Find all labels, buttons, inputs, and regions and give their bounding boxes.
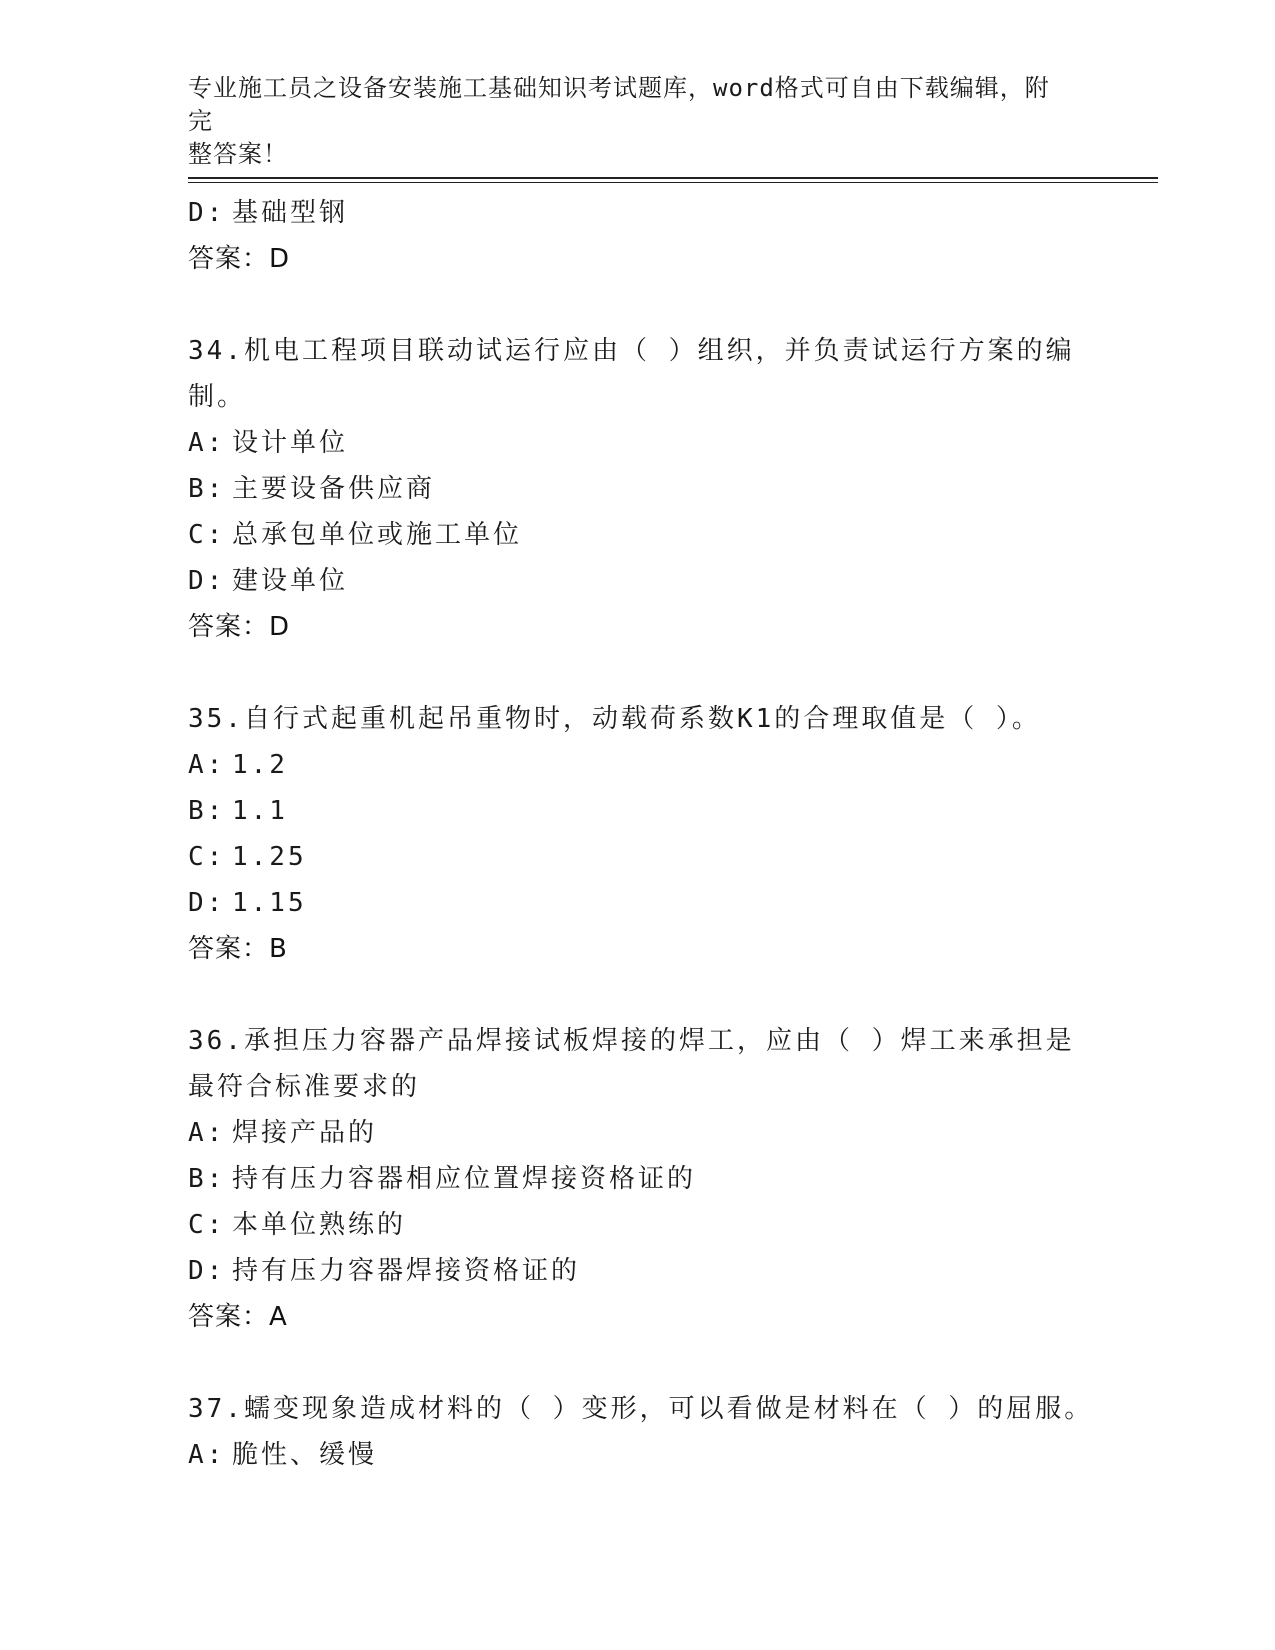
question-stem: 34.机电工程项目联动试运行应由（ ）组织，并负责试运行方案的编 (188, 336, 1075, 366)
option-d (188, 190, 1088, 236)
option-text: 1.1 (232, 796, 288, 826)
option-a (188, 420, 1088, 466)
question-stem: 37.蠕变现象造成材料的（ ）变形，可以看做是材料在（ ）的屈服。 (188, 1394, 1094, 1424)
option-c (188, 834, 1088, 880)
option-text: 焊接产品的 (232, 1118, 378, 1148)
option-letter: A: (188, 1118, 226, 1148)
option-letter: D: (188, 1256, 226, 1286)
question-block-35 (188, 696, 1088, 972)
question-stem-continued: 制。 (188, 382, 247, 412)
header-line-2: 整答案！ (188, 140, 288, 168)
option-d (188, 558, 1088, 604)
option-text: 建设单位 (232, 566, 349, 596)
question-block-37 (188, 1386, 1094, 1478)
option-letter: C: (188, 842, 226, 872)
option-text: 主要设备供应商 (232, 474, 436, 504)
option-b (188, 466, 1088, 512)
question-stem: 36.承担压力容器产品焊接试板焊接的焊工，应由（ ）焊工来承担是 (188, 1026, 1075, 1056)
option-letter: D: (188, 888, 226, 918)
answer-line: 答案：D (188, 612, 291, 642)
option-b (188, 788, 1088, 834)
question-stem-continued: 最符合标准要求的 (188, 1072, 421, 1102)
spacer (188, 1340, 1088, 1386)
option-a (188, 1110, 1088, 1156)
option-d (188, 1248, 1088, 1294)
option-b (188, 1156, 1088, 1202)
answer-line: 答案：D (188, 244, 291, 274)
spacer (188, 282, 1088, 328)
header-line-1: 专业施工员之设备安装施工基础知识考试题库，word格式可自由下载编辑，附完 (188, 74, 1050, 135)
option-text: 1.15 (232, 888, 307, 918)
option-letter: C: (188, 520, 226, 550)
option-text: 总承包单位或施工单位 (232, 520, 523, 550)
question-block-33 (188, 190, 1088, 282)
spacer (188, 972, 1088, 1018)
option-c (188, 1202, 1088, 1248)
spacer (188, 650, 1088, 696)
option-letter: A: (188, 750, 226, 780)
option-letter: D: (188, 198, 226, 228)
question-block-34 (188, 328, 1088, 650)
option-text: 1.25 (232, 842, 307, 872)
answer-line: 答案：A (188, 1302, 288, 1332)
option-letter: B: (188, 796, 226, 826)
question-stem: 35.自行式起重机起吊重物时，动载荷系数K1的合理取值是（ ）。 (188, 704, 1041, 734)
option-a (188, 742, 1088, 788)
answer-line: 答案：B (188, 934, 288, 964)
option-text: 1.2 (232, 750, 288, 780)
header-divider-thin (188, 182, 1158, 183)
option-text: 设计单位 (232, 428, 349, 458)
option-letter: B: (188, 474, 226, 504)
option-text: 本单位熟练的 (232, 1210, 407, 1240)
option-text: 持有压力容器相应位置焊接资格证的 (232, 1164, 697, 1194)
option-letter: A: (188, 428, 226, 458)
option-c (188, 512, 1088, 558)
option-text: 脆性、缓慢 (232, 1440, 378, 1470)
option-d (188, 880, 1088, 926)
question-block-36 (188, 1018, 1088, 1340)
option-letter: B: (188, 1164, 226, 1194)
question-list (188, 190, 1094, 1478)
document-header (188, 72, 1068, 171)
option-letter: C: (188, 1210, 226, 1240)
header-divider-thick (188, 177, 1158, 179)
option-letter: D: (188, 566, 226, 596)
option-text: 基础型钢 (232, 198, 349, 228)
option-letter: A: (188, 1440, 226, 1470)
option-text: 持有压力容器焊接资格证的 (232, 1256, 581, 1286)
option-a (188, 1432, 1088, 1478)
